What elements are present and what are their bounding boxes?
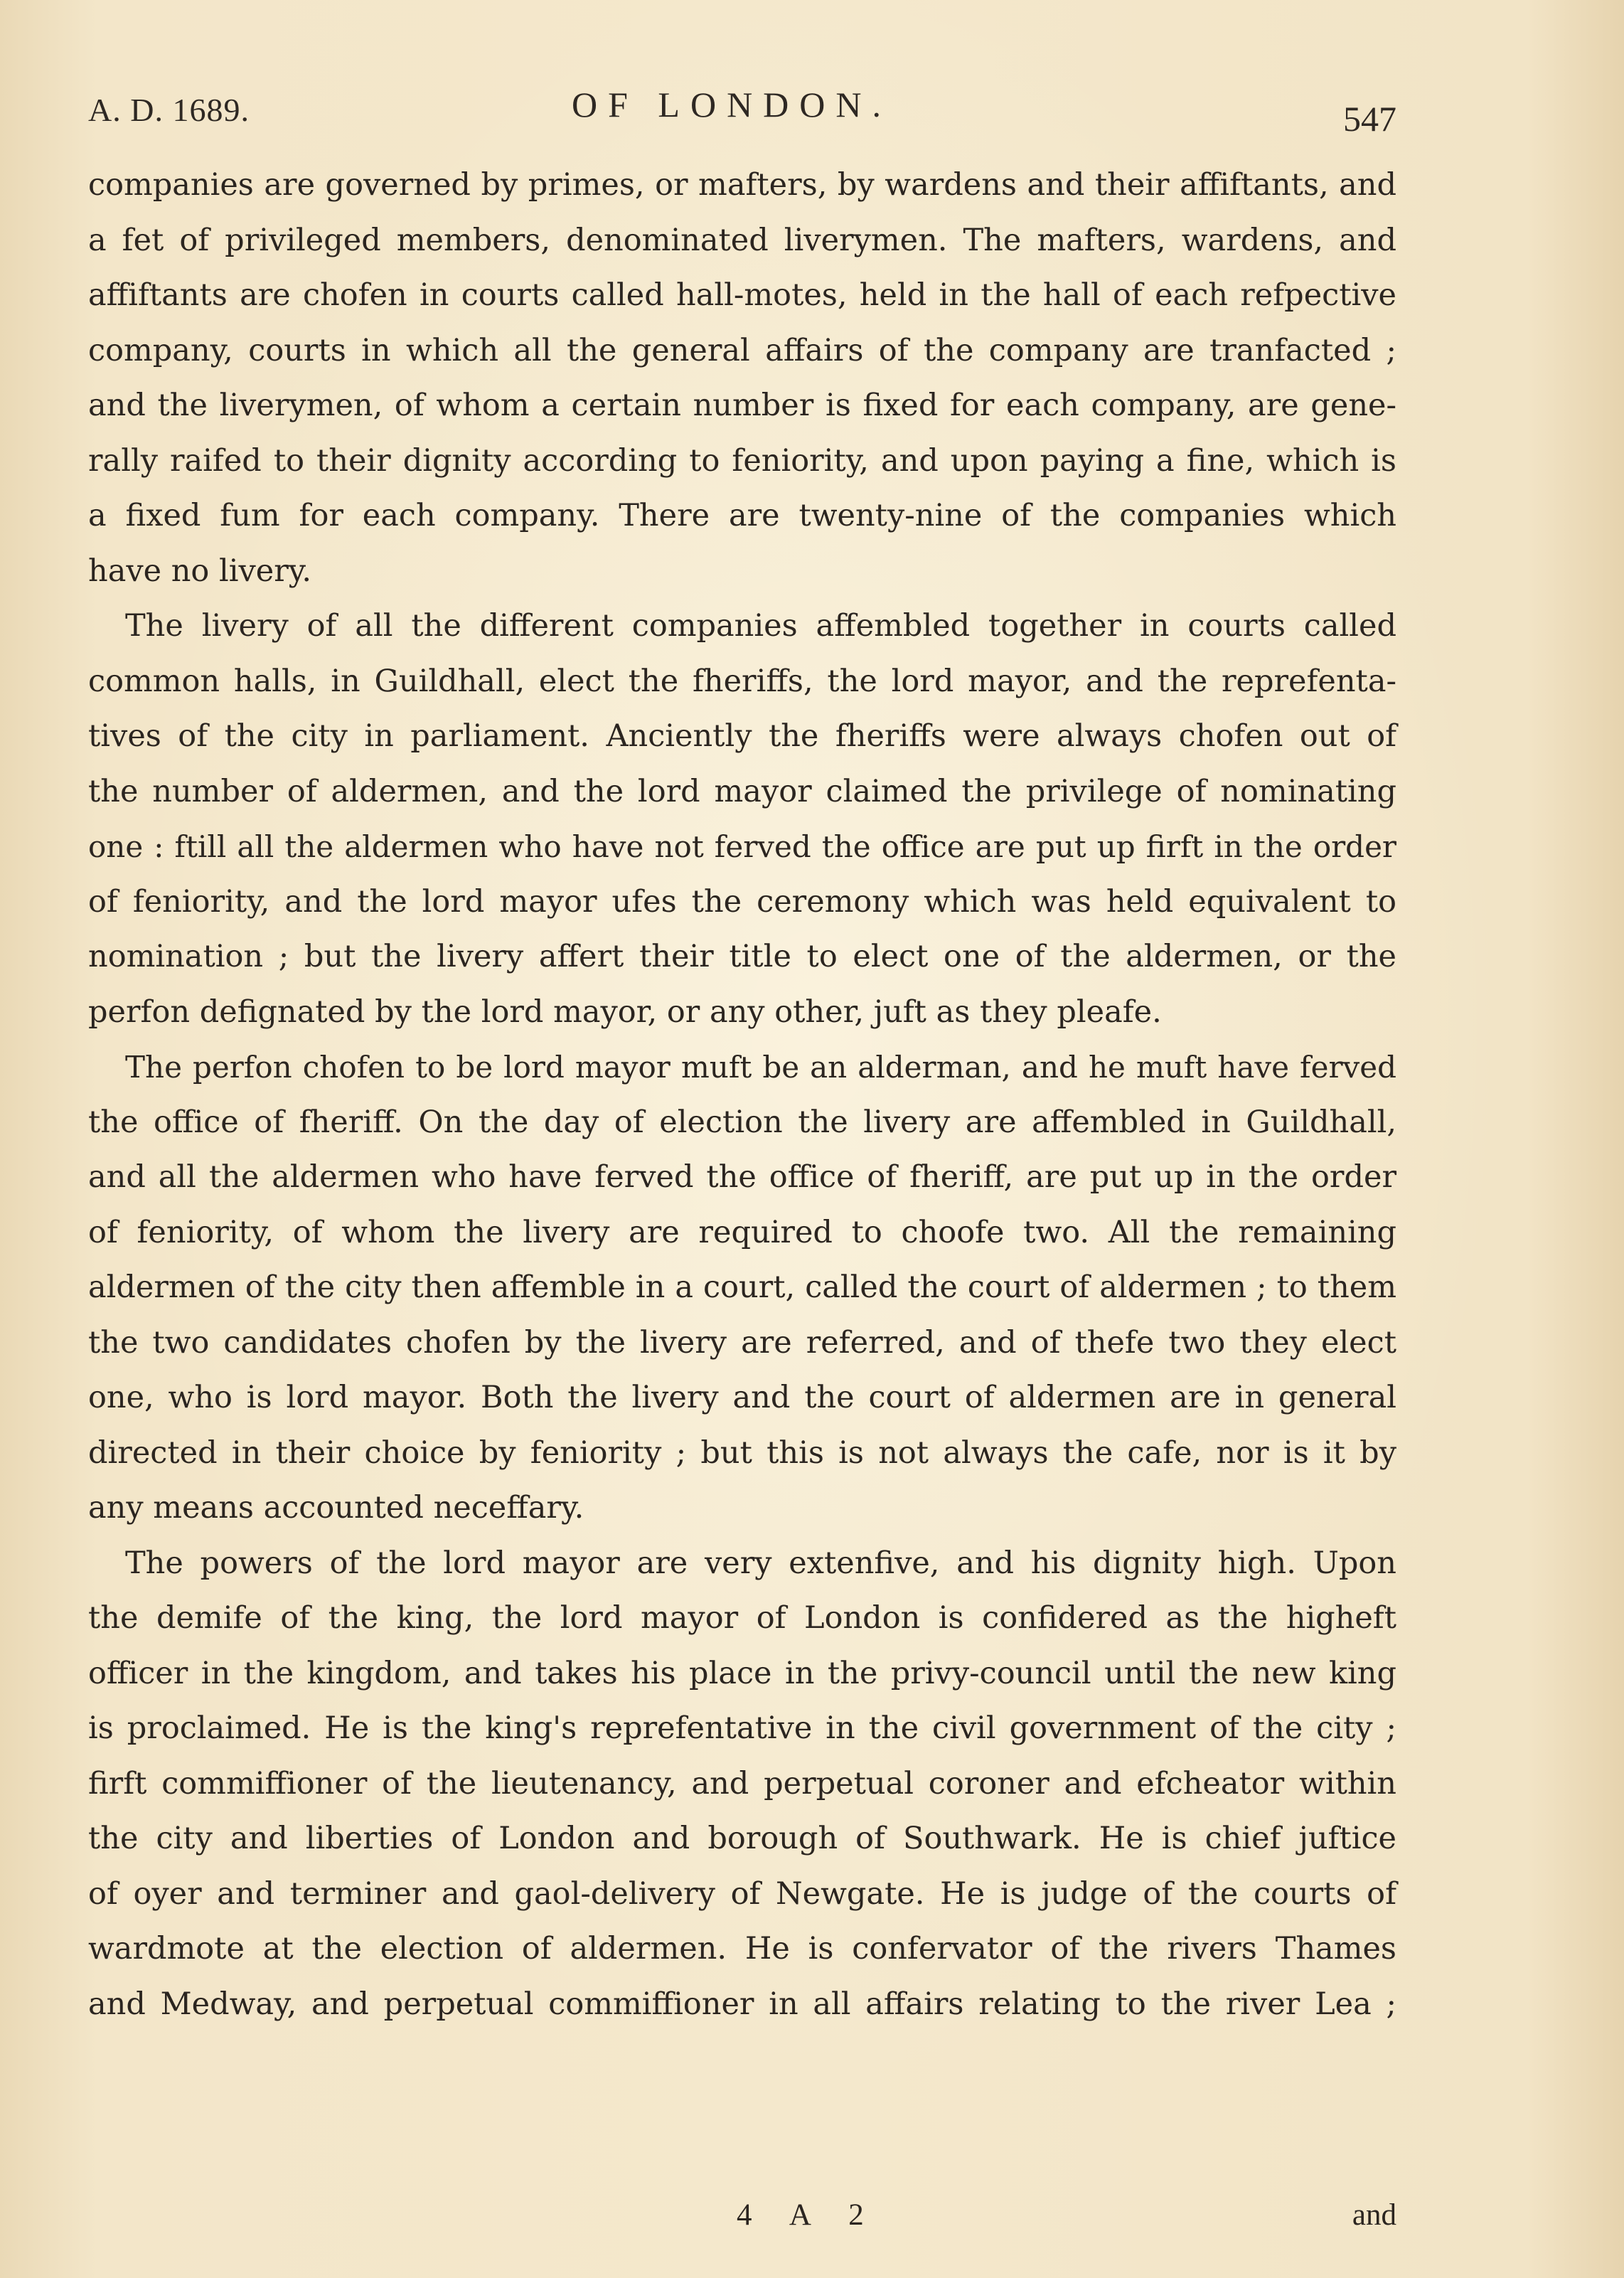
text-line: a fixed fum for each company. There are twenty-nine of the companies which (88, 498, 1396, 533)
text-line: rally raifed to their dignity according to feniority, and upon paying a fine, which is (88, 442, 1396, 479)
text-line: of oyer and terminer and gaol-delivery of Newgate. He is judge of the courts of (88, 1875, 1396, 1912)
paragraph-start: The perfon chofen to be lord mayor muft be an alderman, and he muft have ferved (125, 1050, 1396, 1085)
text-line: firft commiffioner of the lieutenancy, and perpetual coroner and efcheator within (88, 1765, 1396, 1801)
text-line: the office of fheriff. On the day of election the livery are affembled in Guildhall, (88, 1104, 1396, 1140)
text-line: any means accounted neceffary. (88, 1490, 584, 1526)
text-line: affiftants are chofen in courts called hall-motes, held in the hall of each refpective (88, 277, 1396, 313)
page-footer (88, 2198, 1396, 2247)
text-line: the two candidates chofen by the livery are referred, and of thefe two they elect (88, 1324, 1396, 1361)
text-line: and Medway, and perpetual commiffioner in all affairs relating to the river Lea ; (88, 1986, 1396, 2022)
text-line: tives of the city in parliament. Anciently the fheriffs were always chofen out of (88, 718, 1396, 754)
body-text (88, 158, 1396, 2032)
text-line: officer in the kingdom, and takes his place in the privy-council until the new king (88, 1655, 1396, 1691)
text-line: companies are governed by primes, or mafters, by wardens and their affiftants, and (88, 167, 1396, 203)
text-line: and all the aldermen who have ferved the office of fheriff, are put up in the order (88, 1159, 1396, 1195)
text-line: nomination ; but the livery affert their title to elect one of the aldermen, or the (88, 939, 1396, 974)
text-line: the city and liberties of London and borough of Southwark. He is chief juftice (88, 1821, 1396, 1856)
text-line: the demife of the king, the lord mayor of London is confidered as the higheft (88, 1600, 1396, 1636)
paragraph-start: The livery of all the different companies affembled together in courts called (125, 608, 1396, 644)
catchword: and (1352, 2198, 1396, 2232)
text-line: common halls, in Guildhall, elect the fheriffs, the lord mayor, and the reprefenta- (88, 663, 1396, 699)
page-number: 547 (1343, 99, 1396, 139)
text-line: company, courts in which all the general affairs of the company are tranfacted ; (88, 332, 1396, 368)
text-line: wardmote at the election of aldermen. He is confervator of the rivers Thames (88, 1931, 1396, 1966)
text-line: one : ftill all the aldermen who have not ferved the office are put up firft in the order (88, 829, 1396, 864)
header-title: OF LONDON. (572, 85, 892, 124)
text-line: is proclaimed. He is the king's reprefentative in the civil government of the city ; (88, 1710, 1396, 1746)
text-line: the number of aldermen, and the lord mayor claimed the privilege of nominating (88, 773, 1396, 809)
running-head (88, 84, 1396, 141)
text-line: a fet of privileged members, denominated liverymen. The mafters, wardens, and (88, 222, 1396, 258)
text-line: of feniority, of whom the livery are required to choofe two. All the remaining (88, 1214, 1396, 1250)
signature-mark: 4 A 2 (737, 2198, 880, 2232)
text-line: one, who is lord mayor. Both the livery and the court of aldermen are in general (88, 1380, 1396, 1415)
text-line: and the liverymen, of whom a certain number is fixed for each company, are gene- (88, 388, 1396, 423)
header-year: A. D. 1689. (88, 92, 250, 128)
text-line: perfon defignated by the lord mayor, or any other, juft as they pleafe. (88, 994, 1162, 1030)
text-line: of feniority, and the lord mayor ufes the ceremony which was held equivalent to (88, 883, 1396, 920)
text-line: aldermen of the city then affemble in a court, called the court of aldermen ; to them (88, 1270, 1396, 1305)
text-line: have no livery. (88, 553, 312, 589)
text-line: directed in their choice by feniority ; but this is not always the cafe, nor is it by (88, 1435, 1396, 1471)
paragraph-start: The powers of the lord mayor are very extenfive, and his dignity high. Upon (125, 1545, 1396, 1581)
